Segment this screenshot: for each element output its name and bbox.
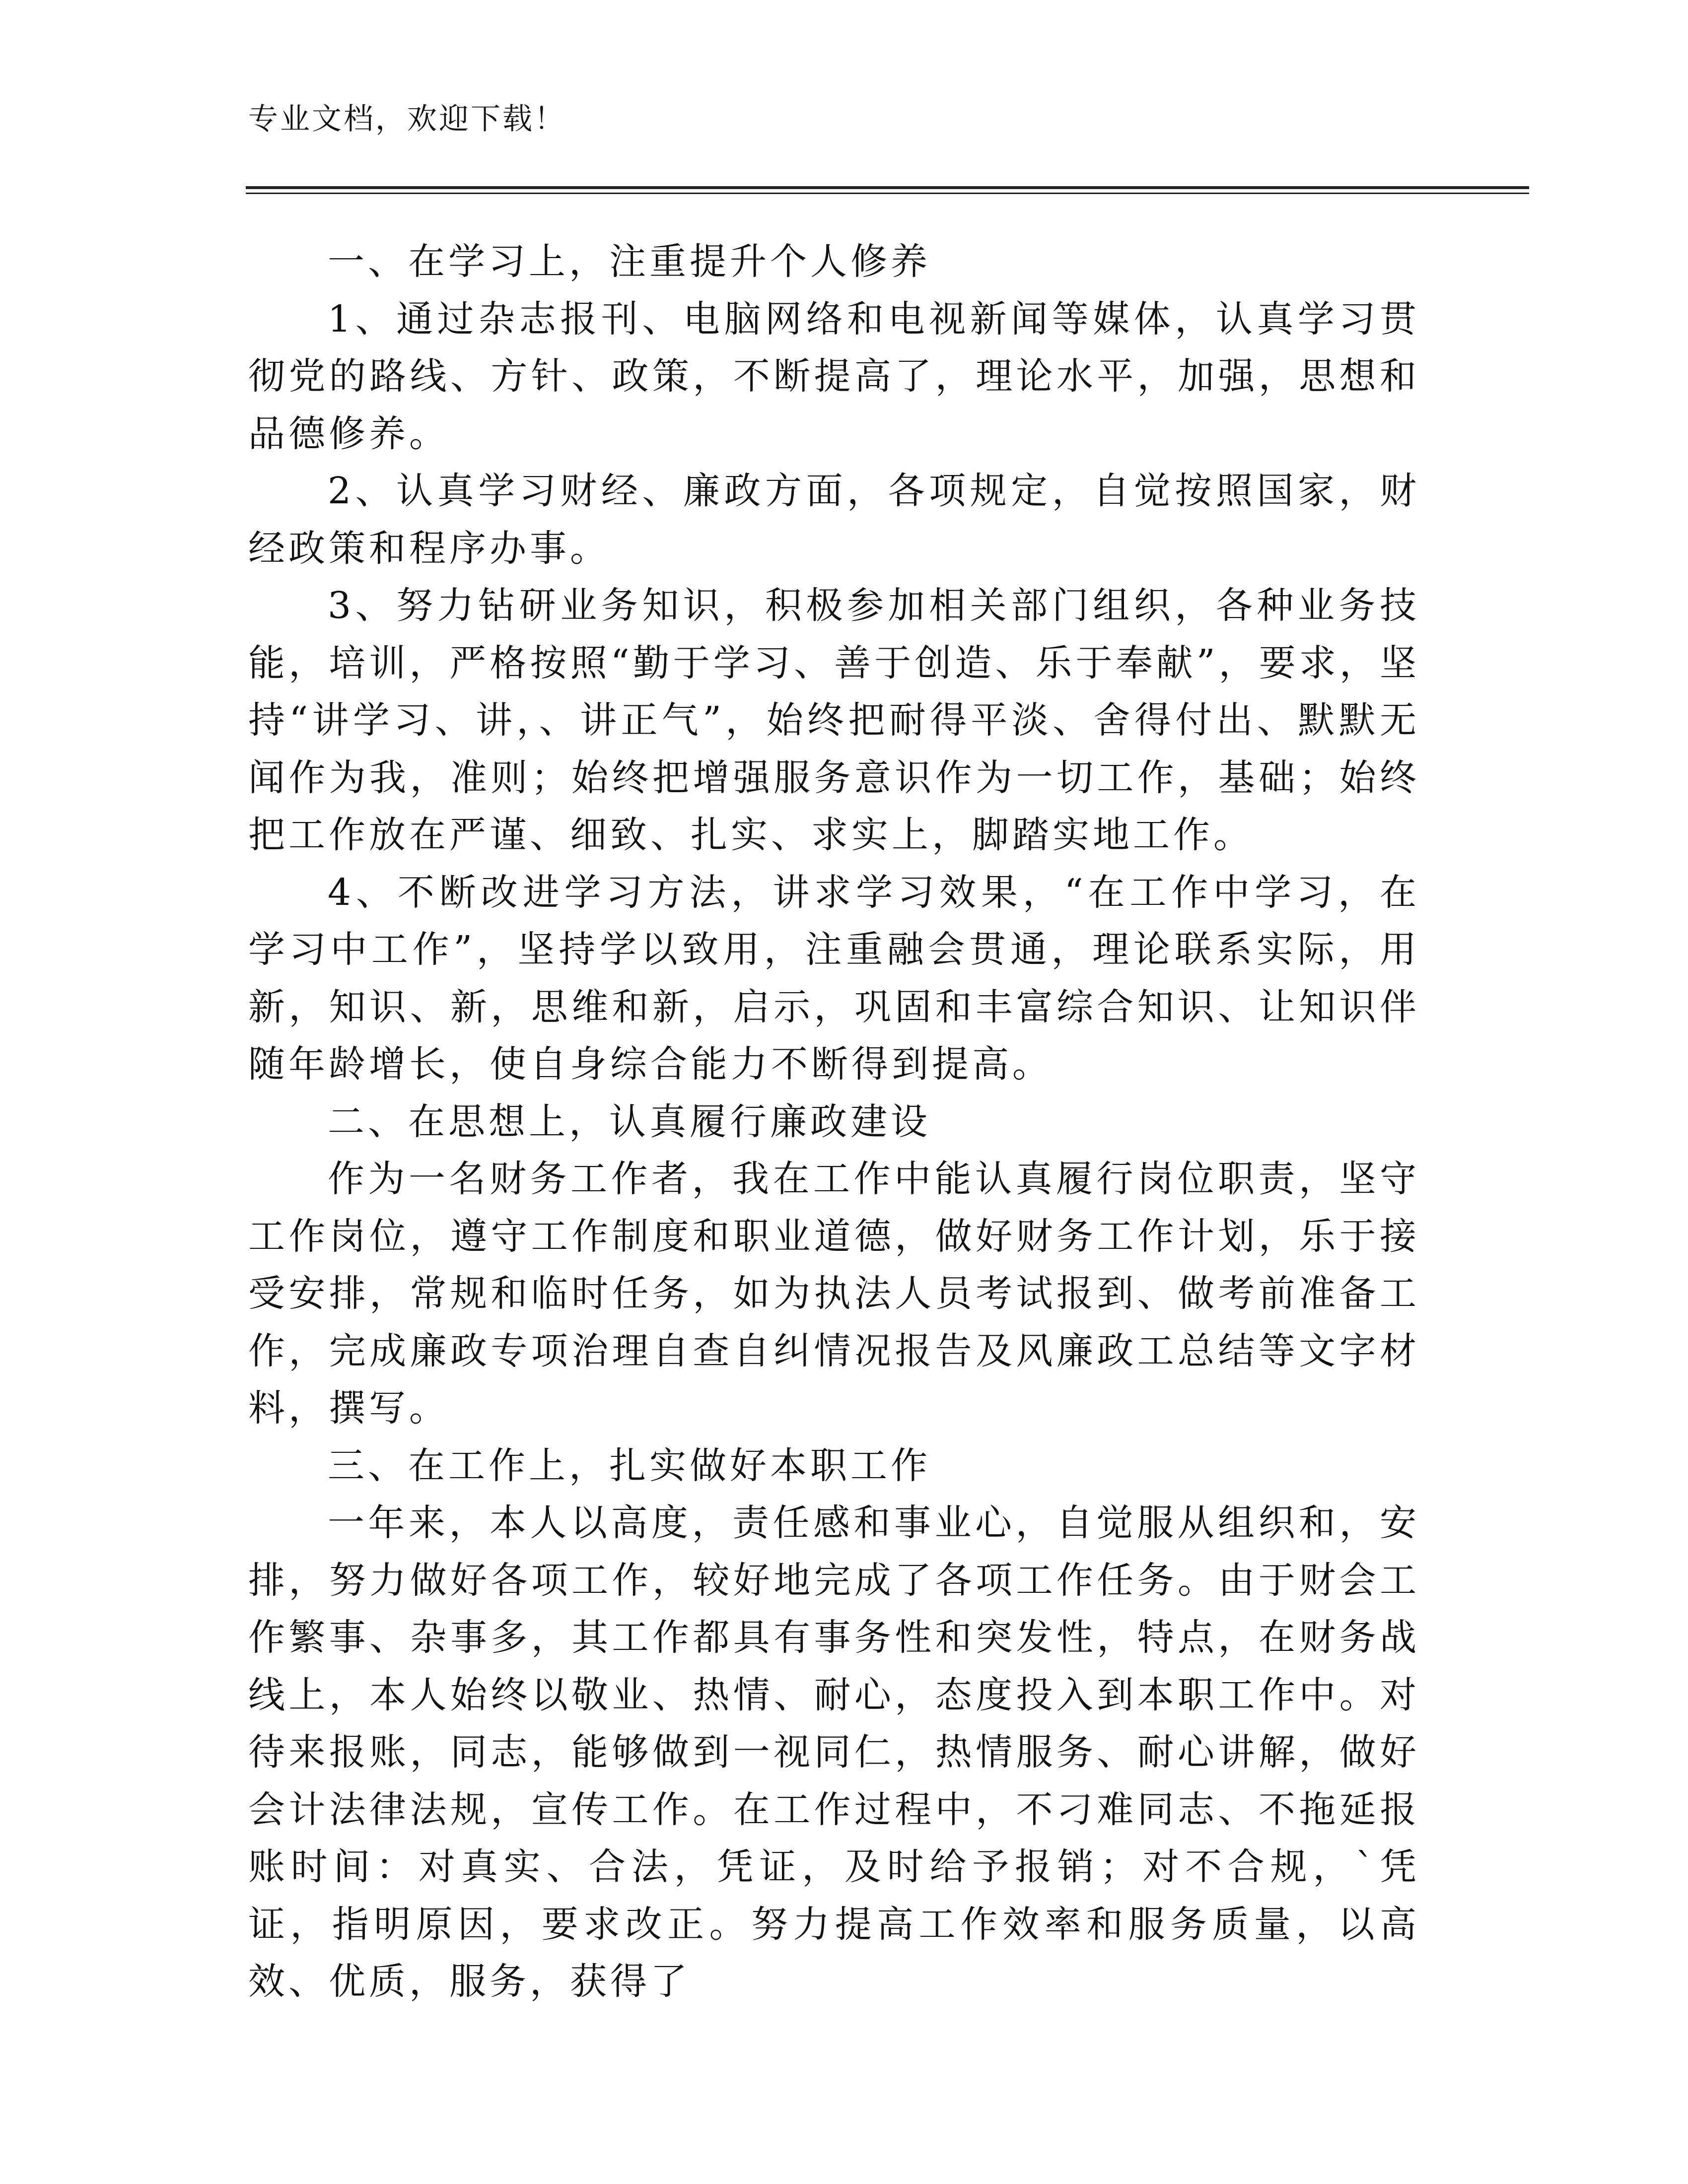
header-divider-thick bbox=[246, 186, 1529, 189]
paragraph: 2、认真学习财经、廉政方面，各项规定，自觉按照国家，财经政策和程序办事。 bbox=[248, 470, 1420, 570]
header-divider bbox=[246, 186, 1529, 196]
paragraph: 作为一名财务工作者，我在工作中能认真履行岗位职责，坚守工作岗位，遵守工作制度和职业道德，做好财务工作计划，乐于接受安排，常规和临时任务，如为执法人员考试报到、做考前准备工作，完成廉政专项治理自查自纠情况报告及风廉政工总结等文字材料，撰写。 bbox=[248, 1158, 1420, 1430]
section-heading: 三、在工作上，扎实做好本职工作 bbox=[328, 1444, 931, 1487]
paragraph: 3、努力钻研业务知识，积极参加相关部门组织，各种业务技能，培训，严格按照“勤于学习、善于创造、乐于奉献”，要求，坚持“讲学习、讲，、讲正气”，始终把耐得平淡、舍得付出、默默无闻作为我，准则；始终把增强服务意识作为一切工作，基础；始终把工作放在严谨、细致、扎实、求实上，脚踏实地工作。 bbox=[248, 584, 1420, 856]
paragraph: 4、不断改进学习方法，讲求学习效果，“在工作中学习，在学习中工作”，坚持学以致用，注重融会贯通，理论联系实际，用新，知识、新，思维和新，启示，巩固和丰富综合知识、让知识伴随年龄增长，使自身综合能力不断得到提高。 bbox=[248, 871, 1420, 1086]
header-divider-thin bbox=[246, 193, 1529, 194]
document-body bbox=[248, 233, 1420, 2011]
paragraph: 1、通过杂志报刊、电脑网络和电视新闻等媒体，认真学习贯彻党的路线、方针、政策，不断提高了，理论水平，加强，思想和品德修养。 bbox=[248, 297, 1420, 455]
section-heading: 二、在思想上，认真履行廉政建设 bbox=[328, 1100, 931, 1143]
section-heading: 一、在学习上，注重提升个人修养 bbox=[328, 240, 931, 283]
header-text: 专业文档，欢迎下载！ bbox=[248, 102, 566, 136]
paragraph: 一年来，本人以高度，责任感和事业心，自觉服从组织和，安排，努力做好各项工作，较好地完成了各项工作任务。由于财会工作繁事、杂事多，其工作都具有事务性和突发性，特点，在财务战线上，本人始终以敬业、热情、耐心，态度投入到本职工作中。对待来报账，同志，能够做到一视同仁，热情服务、耐心讲解，做好会计法律法规，宣传工作。在工作过程中，不刁难同志、不拖延报账时间：对真实、合法，凭证，及时给予报销；对不合规，`凭证，指明原因，要求改正。努力提高工作效率和服务质量，以高效、优质，服务，获得了 bbox=[248, 1502, 1420, 2003]
